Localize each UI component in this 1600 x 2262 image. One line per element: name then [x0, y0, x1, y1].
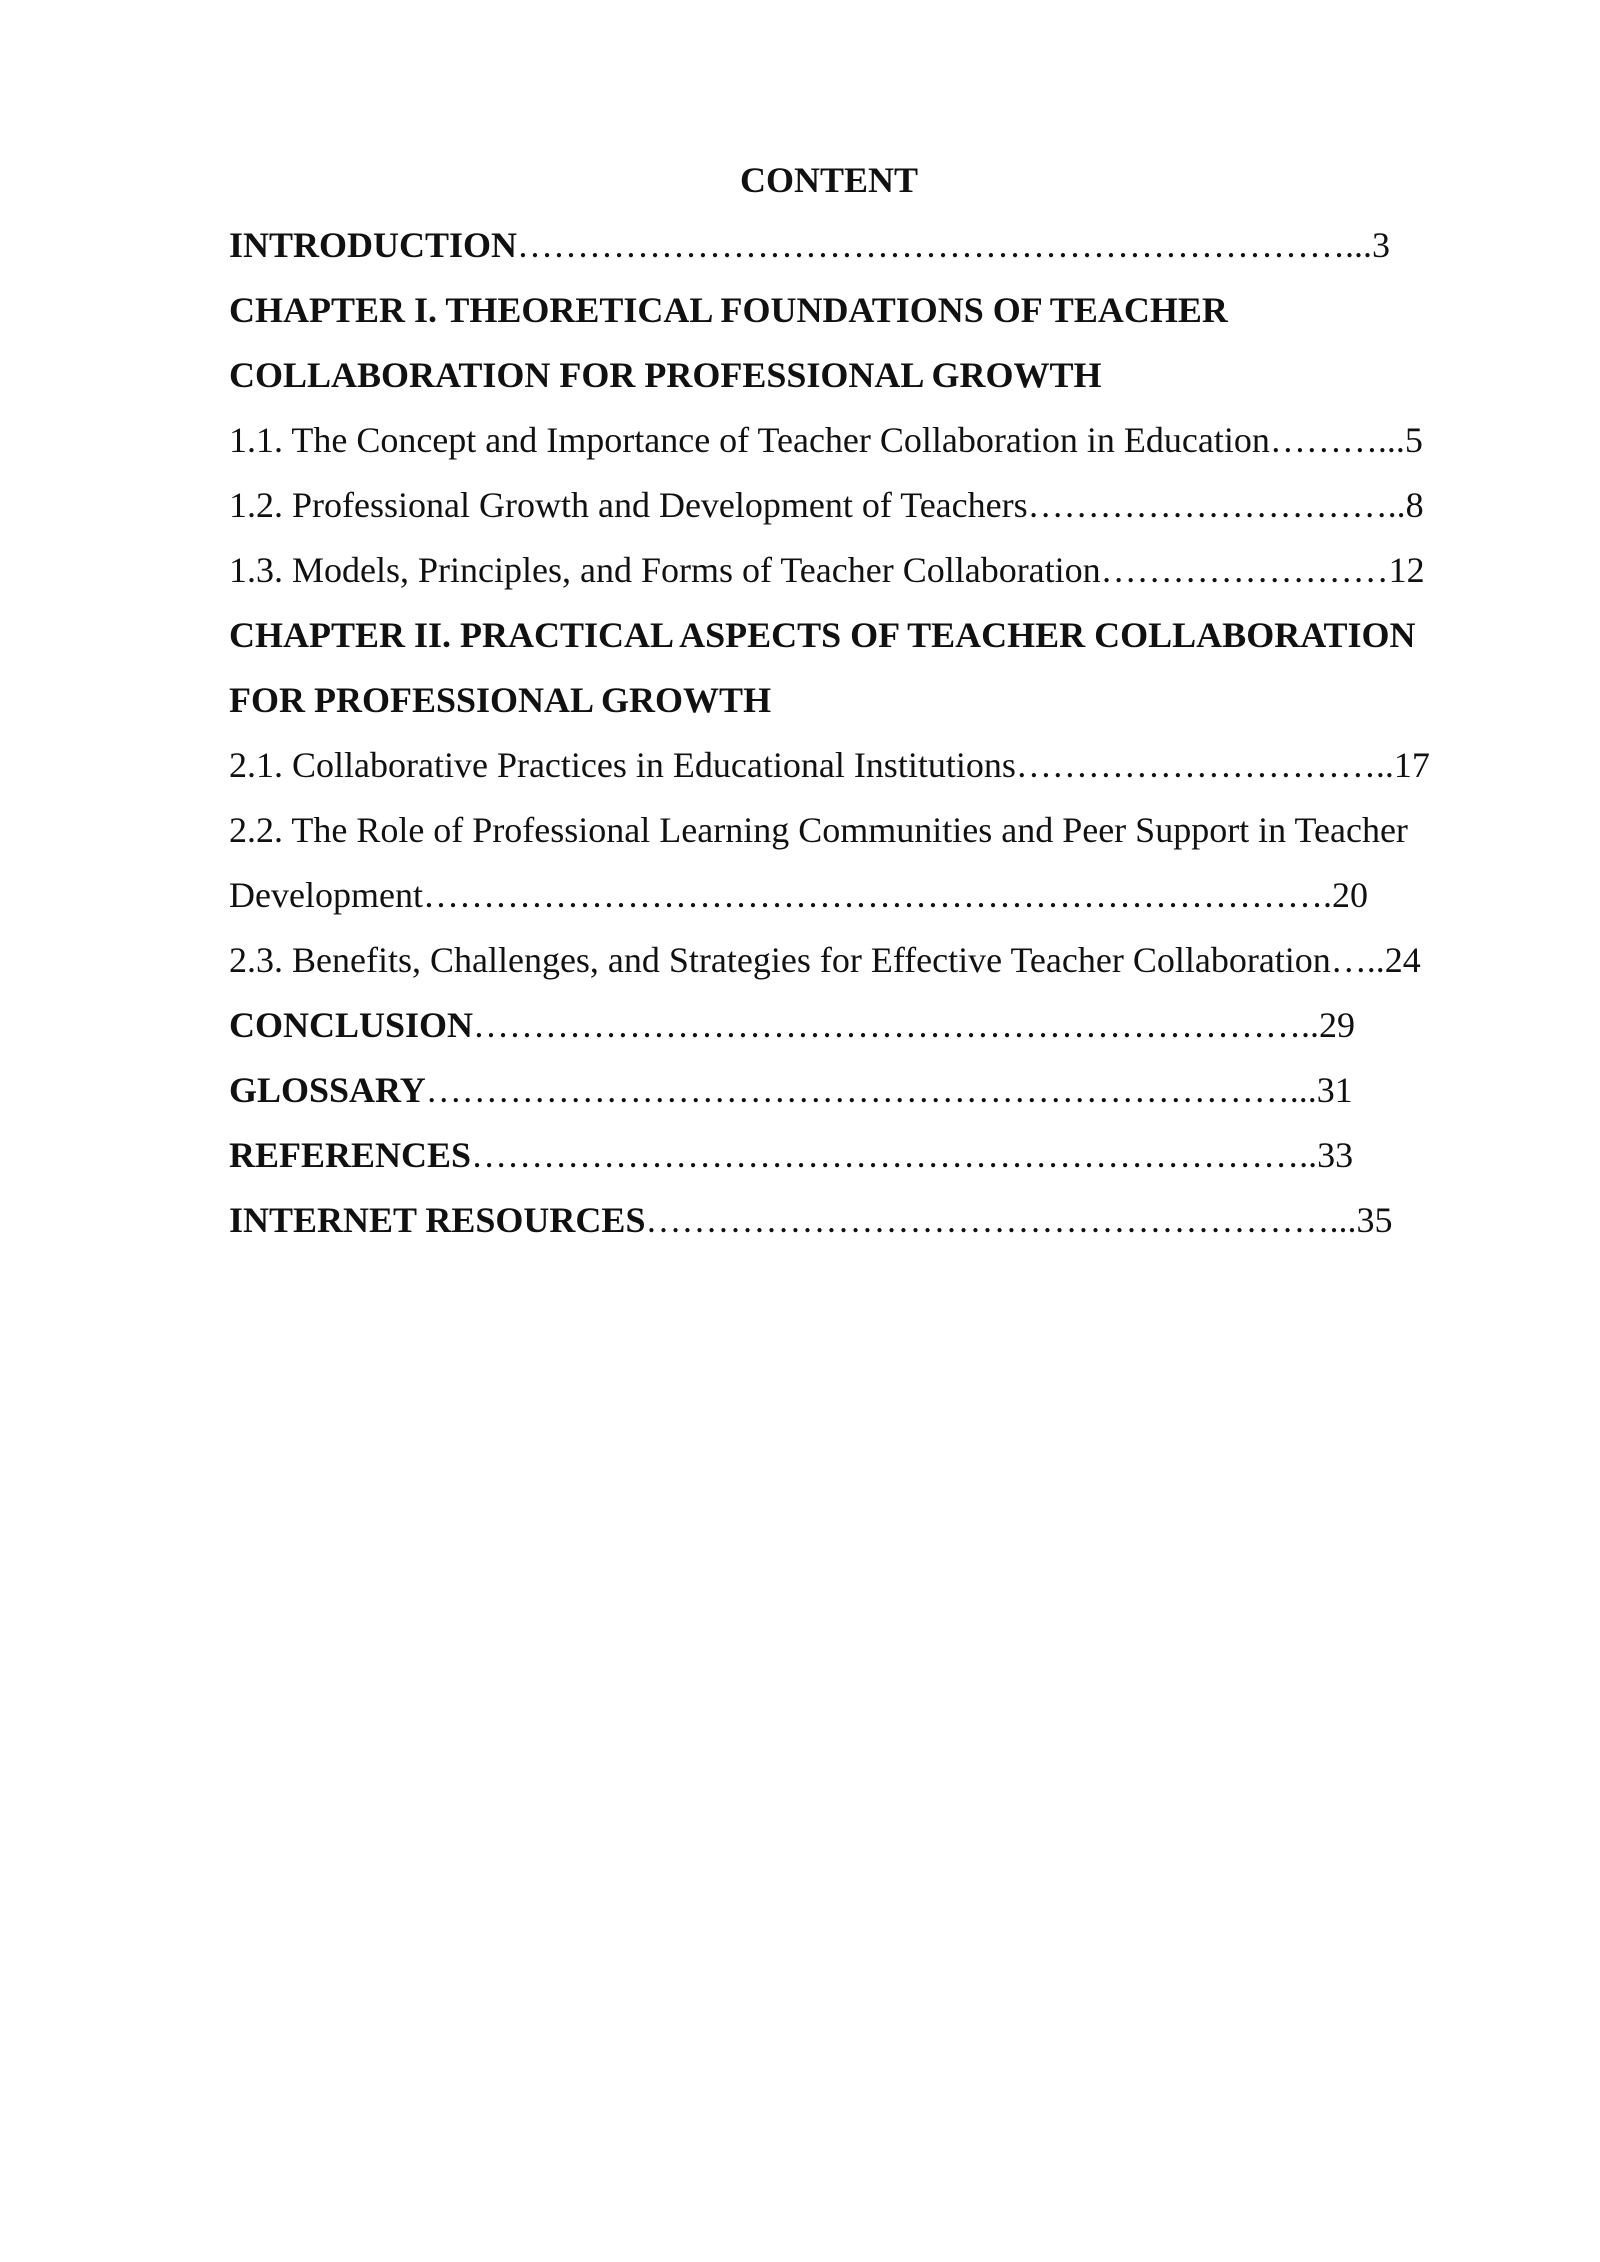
toc-entry-internet-resources[interactable] — [229, 1188, 1489, 1253]
toc-entry-leader: …………………………………………………………….. — [473, 1005, 1320, 1045]
toc-entry-label: 2.2. The Role of Professional Learning Communities and Peer Support in Teacher — [229, 810, 1408, 850]
toc-entry-chapter-1-line-1[interactable] — [229, 278, 1489, 343]
toc-entry-page: 24 — [1384, 940, 1421, 980]
toc-entry-label: 1.1. The Concept and Importance of Teacher Collaboration in Education — [229, 420, 1270, 460]
toc-entry-page: 29 — [1319, 1005, 1356, 1045]
toc-entry-1-3[interactable] — [229, 538, 1489, 603]
toc-entry-leader: ………………………….. — [1027, 485, 1406, 525]
toc-entry-label: 1.3. Models, Principles, and Forms of Teacher Collaboration — [229, 550, 1101, 590]
toc-entry-2-2-line-2[interactable] — [229, 863, 1489, 928]
toc-entry-page: 31 — [1316, 1070, 1353, 1110]
toc-entry-label: CHAPTER I. THEORETICAL FOUNDATIONS OF TEACHER — [229, 290, 1228, 330]
toc-entry-leader: ……………………………………………………………... — [517, 225, 1373, 265]
toc-entry-1-1[interactable] — [229, 408, 1489, 473]
toc-entry-leader: ………... — [1269, 420, 1405, 460]
toc-entry-2-2-line-1[interactable] — [229, 798, 1489, 863]
toc-entry-label: 2.1. Collaborative Practices in Educational Institutions — [229, 745, 1016, 785]
toc-entry-label: Development — [229, 875, 423, 915]
toc-entry-2-1[interactable] — [229, 733, 1489, 798]
toc-entry-leader: …………………………………………………………………. — [422, 875, 1332, 915]
toc-entry-introduction[interactable] — [229, 213, 1489, 278]
toc-entry-page: 5 — [1404, 420, 1423, 460]
toc-entry-references[interactable] — [229, 1123, 1489, 1188]
toc-entry-label: INTERNET RESOURCES — [229, 1200, 646, 1240]
toc-entry-page: 12 — [1388, 550, 1425, 590]
toc-entry-label: REFERENCES — [229, 1135, 472, 1175]
toc-entry-label: INTRODUCTION — [229, 225, 518, 265]
toc-entry-page: 17 — [1393, 745, 1430, 785]
toc-entry-leader: …………………………………………………... — [645, 1200, 1357, 1240]
toc-entry-conclusion[interactable] — [229, 993, 1489, 1058]
toc-entry-page: 8 — [1405, 485, 1424, 525]
toc-entry-label: 2.3. Benefits, Challenges, and Strategies for Effective Teacher Collaboration — [229, 940, 1331, 980]
toc-entry-leader: ………………………………………………………………... — [425, 1070, 1317, 1110]
toc-entry-label: COLLABORATION FOR PROFESSIONAL GROWTH — [229, 355, 1102, 395]
toc-entry-chapter-2-line-1[interactable] — [229, 603, 1489, 668]
toc-entry-label: FOR PROFESSIONAL GROWTH — [229, 680, 772, 720]
toc-entry-leader: ………………………….. — [1015, 745, 1394, 785]
toc-entry-page: 33 — [1317, 1135, 1354, 1175]
toc-entry-1-2[interactable] — [229, 473, 1489, 538]
table-of-contents — [229, 148, 1489, 1253]
toc-entry-label: CHAPTER II. PRACTICAL ASPECTS OF TEACHER COLLABORATION — [229, 615, 1416, 655]
toc-entry-label: CONCLUSION — [229, 1005, 474, 1045]
toc-entry-page: 3 — [1372, 225, 1391, 265]
toc-entry-chapter-1-line-2[interactable] — [229, 343, 1489, 408]
toc-entry-glossary[interactable] — [229, 1058, 1489, 1123]
toc-entry-page: 35 — [1356, 1200, 1393, 1240]
toc-entry-leader: …………………………………………………………….. — [471, 1135, 1318, 1175]
toc-entry-label: 1.2. Professional Growth and Development of Teachers — [229, 485, 1028, 525]
toc-entry-leader: …………………… — [1100, 550, 1389, 590]
toc-entry-2-3[interactable] — [229, 928, 1489, 993]
toc-entry-label: GLOSSARY — [229, 1070, 426, 1110]
toc-entry-page: 20 — [1331, 875, 1368, 915]
toc-entry-leader: ….. — [1330, 940, 1385, 980]
toc-title: CONTENT — [739, 160, 919, 200]
toc-entry-chapter-2-line-2[interactable] — [229, 668, 1489, 733]
